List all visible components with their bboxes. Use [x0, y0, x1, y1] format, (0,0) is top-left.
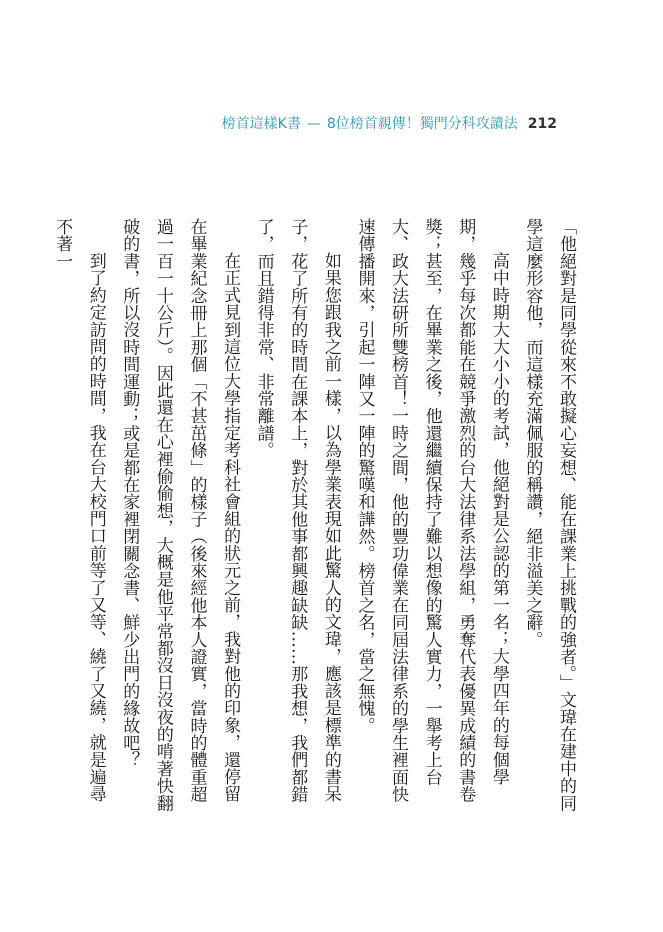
running-header [222, 116, 557, 132]
paragraph-misconception: 如果您跟我之前一樣，以為學業表現如此驚人的文瑋，應該是標準的書呆子，花了所有的時間在課本上，對於其他事都興趣缺缺……那我想，我們都錯了，而且錯得非常、非常離譜。 [253, 218, 341, 803]
page-number: 212 [527, 116, 557, 132]
book-title: 榜首這樣K書 [221, 116, 301, 132]
paragraph-interview-start: 到了約定訪問的時間，我在台大校門口前等了又等、繞了又繞，就是遍尋不著一 [52, 218, 106, 803]
vertical-body-text [52, 218, 582, 818]
title-separator: — [306, 116, 321, 132]
paragraph-achievements: 高中時期大大小小的考試，他絕對是公認的第一名；大學四年的每個學期，幾乎每次都能在競爭激烈的台大法律系法學組，勇奪代表優異成績的書卷獎；甚至，在畢業之後，他還繼續保持了難以想像的驚人實力，一舉考上台大、政大法研所雙榜首！一時之間，他的豐功偉業在同屆法律系的學生裡面快速傳播開來，引起一陣又一陣的驚嘆和譁然。榜首之名，當之無愧。 [354, 218, 509, 803]
paragraph-quote: 「他絕對是同學從來不敢擬心妄想、能在課業上挑戰的強者。」文瑋在建中的同學這麼形容他，而這樣充滿佩服的稱讚，絕非溢美之辭。 [522, 218, 576, 812]
book-subtitle: 8位榜首親傳！獨門分科攻讀法 [326, 116, 518, 132]
paragraph-first-impression: 在正式見到這位大學指定考科社會組的狀元之前，我對他的印象，還停留在畢業紀念冊上那個「不甚茁條」的樣子（後來經他本人證實，當時的體重超過一百一十公斤）。因此還在心裡偷偷想，大概是他平常都沒日沒夜的啃著快翻破的書，所以沒時間運動；或是都在家裡閉關念書、鮮少出門的緣故吧？ [119, 218, 241, 812]
